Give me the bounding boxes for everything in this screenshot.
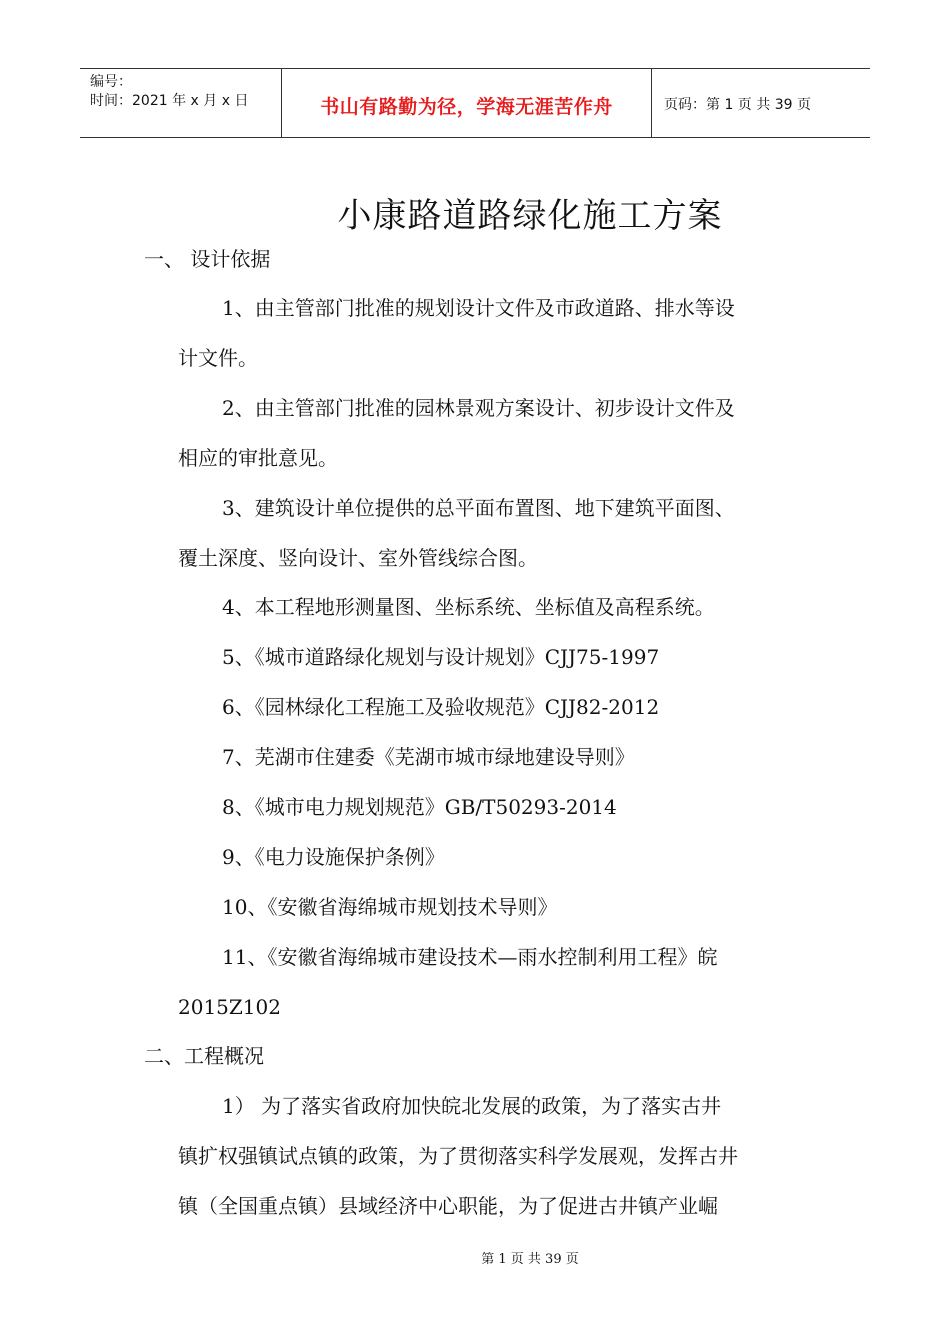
list-item: 2、由主管部门批准的园林景观方案设计、初步设计文件及 xyxy=(222,396,735,420)
header-page-cell xyxy=(652,69,870,137)
header-motto-cell xyxy=(282,69,652,137)
list-item: 4、本工程地形测量图、坐标系统、坐标值及高程系统。 xyxy=(222,595,715,619)
list-item: 1、由主管部门批准的规划设计文件及市政道路、排水等设 xyxy=(222,296,735,320)
list-item: 3、建筑设计单位提供的总平面布置图、地下建筑平面图、 xyxy=(222,496,735,520)
document-title: 小康路道路绿化施工方案 xyxy=(337,196,723,236)
section-heading-project-overview: 二、工程概况 xyxy=(144,1044,264,1068)
header-meta-cell xyxy=(80,69,282,137)
list-item-continuation: 相应的审批意见。 xyxy=(178,446,338,470)
list-item: 8、《城市电力规划规范》GB/T50293-2014 xyxy=(222,795,617,819)
motto-text: 书山有路勤为径，学海无涯苦作舟 xyxy=(320,95,613,118)
list-item-continuation: 覆土深度、竖向设计、室外管线综合图。 xyxy=(178,546,538,570)
list-item: 5、《城市道路绿化规划与设计规划》CJJ75-1997 xyxy=(222,645,660,669)
list-item: 9、《电力设施保护条例》 xyxy=(222,845,445,869)
date-label: 时间：2021 年 x 月 x 日 xyxy=(90,93,249,109)
page-info: 页码：第 1 页 共 39 页 xyxy=(664,97,811,113)
list-item: 7、芜湖市住建委《芜湖市城市绿地建设导则》 xyxy=(222,745,635,769)
list-item-continuation: 2015Z102 xyxy=(178,995,281,1019)
paragraph-line: 镇扩权强镇试点镇的政策，为了贯彻落实科学发展观，发挥古井 xyxy=(178,1144,738,1168)
section-heading-design-basis: 一、 设计依据 xyxy=(144,247,271,271)
list-item: 6、《园林绿化工程施工及验收规范》CJJ82-2012 xyxy=(222,695,660,719)
paragraph-line: 镇（全国重点镇）县域经济中心职能，为了促进古井镇产业崛 xyxy=(178,1194,718,1218)
list-item-continuation: 计文件。 xyxy=(178,346,258,370)
list-item: 10、《安徽省海绵城市规划技术导则》 xyxy=(222,895,558,919)
list-item: 11、《安徽省海绵城市建设技术—雨水控制利用工程》皖 xyxy=(222,945,718,969)
header-table xyxy=(80,68,870,138)
paragraph-line: 1） 为了落实省政府加快皖北发展的政策，为了落实古井 xyxy=(222,1094,722,1118)
page-footer: 第 1 页 共 39 页 xyxy=(481,1252,579,1267)
serial-number-label: 编号： xyxy=(90,74,132,90)
